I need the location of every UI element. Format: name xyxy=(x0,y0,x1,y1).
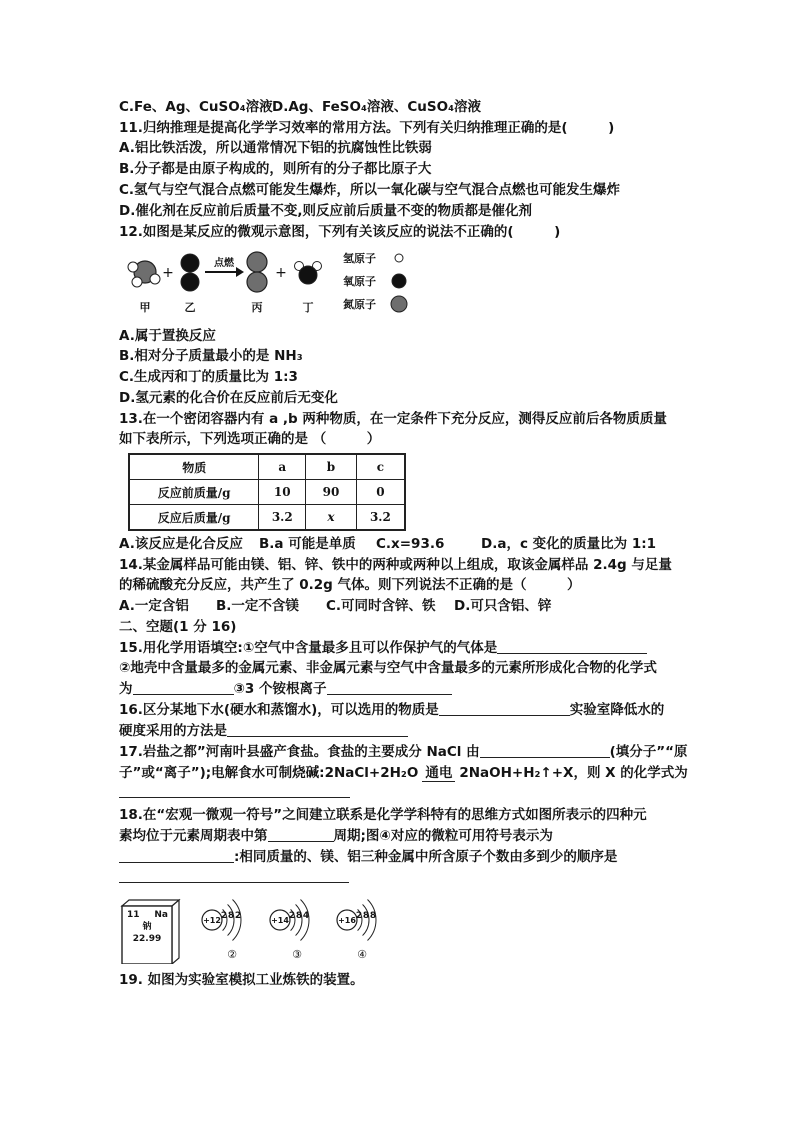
q17-line1-text-a: 17.岩盐之都”河南叶县盛产食盐。食盐的主要成分 NaCl 由 xyxy=(119,744,480,760)
answer-blank xyxy=(327,682,452,695)
q17-reaction-condition: 通电 xyxy=(422,765,455,782)
molecule-jia xyxy=(128,261,160,287)
table-cell: 反应前质量/g xyxy=(129,480,259,505)
q15-line3-text-a: 为 xyxy=(119,681,133,697)
nuclear-charge: +12 xyxy=(203,916,221,925)
shell-electrons: 2 xyxy=(288,911,296,921)
label-ding: 丁 xyxy=(302,301,314,314)
answer-blank xyxy=(119,850,234,863)
q15-line1 xyxy=(119,640,647,656)
section-title: 二、空题(1 分 16) xyxy=(119,619,237,635)
q16-line2 xyxy=(119,723,408,739)
shell-electrons: 2 xyxy=(234,911,242,921)
plus-sign: + xyxy=(162,265,174,281)
nuclear-charge: +16 xyxy=(338,916,356,925)
q13-stem-line1: 13.在一个密闭容器内有 a ,b 两种物质，在一定条件下充分反应，测得反应前后各物质质量 xyxy=(119,411,667,427)
q17-equation-left: 子”或“离子”);电解食水可制烧碱:2NaCl+2H₂O xyxy=(119,765,419,781)
molecule-yi xyxy=(181,254,199,291)
table-header: b xyxy=(306,454,357,480)
table-header: c xyxy=(356,454,405,480)
answer-blank xyxy=(497,641,647,654)
legend-oxygen-icon xyxy=(392,274,406,288)
q18-line1: 18.在“宏观一微观一符号”之间建立联系是化学学科特有的思维方式如图所表示的四种元 xyxy=(119,807,647,823)
figure-label: ④ xyxy=(357,948,367,961)
q13-stem-line2: 如下表所示，下列选项正确的是 （ ） xyxy=(119,431,381,447)
q11-option-d: D.催化剂在反应前后质量不变,则反应前后质量不变的物质都是催化剂 xyxy=(119,203,532,219)
q15-line3 xyxy=(119,681,452,697)
shell-electrons: 2 xyxy=(355,911,363,921)
q17-line1 xyxy=(119,744,688,760)
q11-option-a: A.铝比铁活泼，所以通常情况下铝的抗腐蚀性比铁弱 xyxy=(119,140,432,156)
q15-line3-text-b: ③3 个铵根离子 xyxy=(233,681,327,697)
shell-electrons: 8 xyxy=(369,911,377,921)
q11-stem: 11.归纳推理是提高化学学习效率的常用方法。下列有关归纳推理正确的是( ) xyxy=(119,120,615,136)
table-row xyxy=(129,505,405,531)
q15-line1-text: 15.用化学用语填空:①空气中含量最多且可以作保护气的气体是 xyxy=(119,640,498,656)
q10-options-line xyxy=(119,99,679,115)
q18-atom-diagram xyxy=(119,898,399,964)
plus-sign: + xyxy=(275,265,287,281)
q15-line2: ②地壳中含量最多的金属元素、非金属元素与空气中含量最多的元素所形成化合物的化学式 xyxy=(119,660,657,676)
q18-line3 xyxy=(119,849,617,865)
q13-options-line xyxy=(119,536,679,552)
legend-hydrogen-icon xyxy=(395,254,403,262)
nuclear-charge: +14 xyxy=(271,916,289,925)
answer-blank xyxy=(439,703,570,716)
q10-option-c: C.Fe、Ag、CuSO₄溶液 xyxy=(119,99,273,115)
legend-hydrogen-label: 氢原子 xyxy=(343,252,376,265)
figure-label: ② xyxy=(227,948,237,961)
table-cell: 3.2 xyxy=(356,505,405,531)
atomic-number: 11 xyxy=(127,910,140,920)
q12-reaction-diagram xyxy=(119,248,419,318)
element-card-sodium xyxy=(122,900,179,964)
q12-option-b: B.相对分子质量最小的是 NH₃ xyxy=(119,348,303,364)
q18-line2-text-b: 周期;图④对应的微粒可用符号表示为 xyxy=(333,828,553,844)
label-yi: 乙 xyxy=(184,301,196,314)
legend-nitrogen-icon xyxy=(391,296,407,312)
q14-option-b: B.一定不含镁 xyxy=(216,598,299,614)
q16-line2-text: 硬度采用的方法是 xyxy=(119,723,227,739)
q18-line2-text-a: 素均位于元素周期表中第 xyxy=(119,828,268,844)
q17-line1-text-b: (填分子”“原 xyxy=(609,744,688,760)
q17-equation-right: 2NaOH+H₂↑+X，则 X 的化学式为 xyxy=(459,765,688,781)
atom-legend xyxy=(343,251,407,312)
q13-option-d: D.a，c 变化的质量比为 1:1 xyxy=(481,536,657,552)
shell-electrons: 8 xyxy=(362,911,370,921)
table-row xyxy=(129,480,405,505)
molecule-bing xyxy=(247,252,267,292)
table-header: a xyxy=(259,454,306,480)
legend-nitrogen-label: 氮原子 xyxy=(343,298,376,311)
atomic-mass: 22.99 xyxy=(132,934,162,944)
q16-line1 xyxy=(119,702,664,718)
table-cell: 3.2 xyxy=(259,505,306,531)
table-cell: 反应后质量/g xyxy=(129,505,259,531)
q12-option-d: D.氢元素的化合价在反应前后无变化 xyxy=(119,390,338,406)
q18-line3-text: :相同质量的、镁、铝三种金属中所含原子个数由多到少的顺序是 xyxy=(234,849,618,865)
answer-blank xyxy=(119,797,350,798)
q16-line1-text-b: 实验室降低水的 xyxy=(569,702,665,718)
shell-electrons: 8 xyxy=(295,911,303,921)
legend-oxygen-label: 氧原子 xyxy=(343,275,376,288)
q13-option-a: A.该反应是化合反应 xyxy=(119,536,243,552)
table-cell: 90 xyxy=(306,480,357,505)
q13-option-c: C.x=93.6 xyxy=(376,536,445,552)
answer-blank xyxy=(133,682,234,695)
table-cell: x xyxy=(306,505,357,531)
figure-label: ③ xyxy=(292,948,302,961)
table-cell: 0 xyxy=(356,480,405,505)
q16-line1-text-a: 16.区分某地下水(硬水和蒸馏水)，可以选用的物质是 xyxy=(119,702,439,718)
q12-option-a: A.属于置换反应 xyxy=(119,328,216,344)
reaction-condition: 点燃 xyxy=(214,258,234,269)
q11-option-c: C.氢气与空气混合点燃可能发生爆炸，所以一氧化碳与空气混合点燃也可能发生爆炸 xyxy=(119,182,621,198)
answer-blank xyxy=(480,745,610,758)
q11-option-b: B.分子都是由原子构成的，则所有的分子都比原子大 xyxy=(119,161,432,177)
table-header: 物质 xyxy=(129,454,259,480)
q10-option-d: D.Ag、FeSO₄溶液、CuSO₄溶液 xyxy=(272,99,482,115)
q12-option-c: C.生成丙和丁的质量比为 1:3 xyxy=(119,369,298,385)
atom-structure-4 xyxy=(337,900,376,962)
q14-stem-line2: 的稀硫酸充分反应，共产生了 0.2g 气体。则下列说法不正确的是（ ） xyxy=(119,577,581,593)
q19-stem: 19. 如图为实验室模拟工业炼铁的装置。 xyxy=(119,972,364,988)
label-jia: 甲 xyxy=(139,301,151,314)
q14-option-c: C.可同时含锌、铁 xyxy=(326,598,436,614)
element-symbol: Na xyxy=(154,910,168,920)
table-header-row xyxy=(129,454,405,480)
atom-structure-2 xyxy=(202,900,241,962)
shell-electrons: 4 xyxy=(302,911,310,921)
q14-option-d: D.可只含铝、锌 xyxy=(454,598,552,614)
shell-electrons: 2 xyxy=(220,911,228,921)
q13-mass-table xyxy=(128,453,406,531)
atom-structure-3 xyxy=(270,900,309,962)
table-cell: 10 xyxy=(259,480,306,505)
element-name: 钠 xyxy=(142,922,152,932)
answer-blank xyxy=(119,882,349,883)
q14-stem-line1: 14.某金属样品可能由镁、铝、锌、铁中的两种或两种以上组成，取该金属样品 2.4g 与足量 xyxy=(119,557,672,573)
q14-options-line xyxy=(119,598,679,614)
label-bing: 丙 xyxy=(251,301,263,314)
q12-stem: 12.如图是某反应的微观示意图，下列有关该反应的说法不正确的( ) xyxy=(119,224,561,240)
q13-option-b: B.a 可能是单质 xyxy=(259,536,356,552)
q18-line2 xyxy=(119,828,553,844)
q14-option-a: A.一定含铝 xyxy=(119,598,189,614)
answer-blank xyxy=(268,829,334,842)
molecule-ding xyxy=(295,262,322,285)
shell-electrons: 8 xyxy=(227,911,235,921)
q17-line2 xyxy=(119,765,688,781)
answer-blank xyxy=(227,724,408,737)
